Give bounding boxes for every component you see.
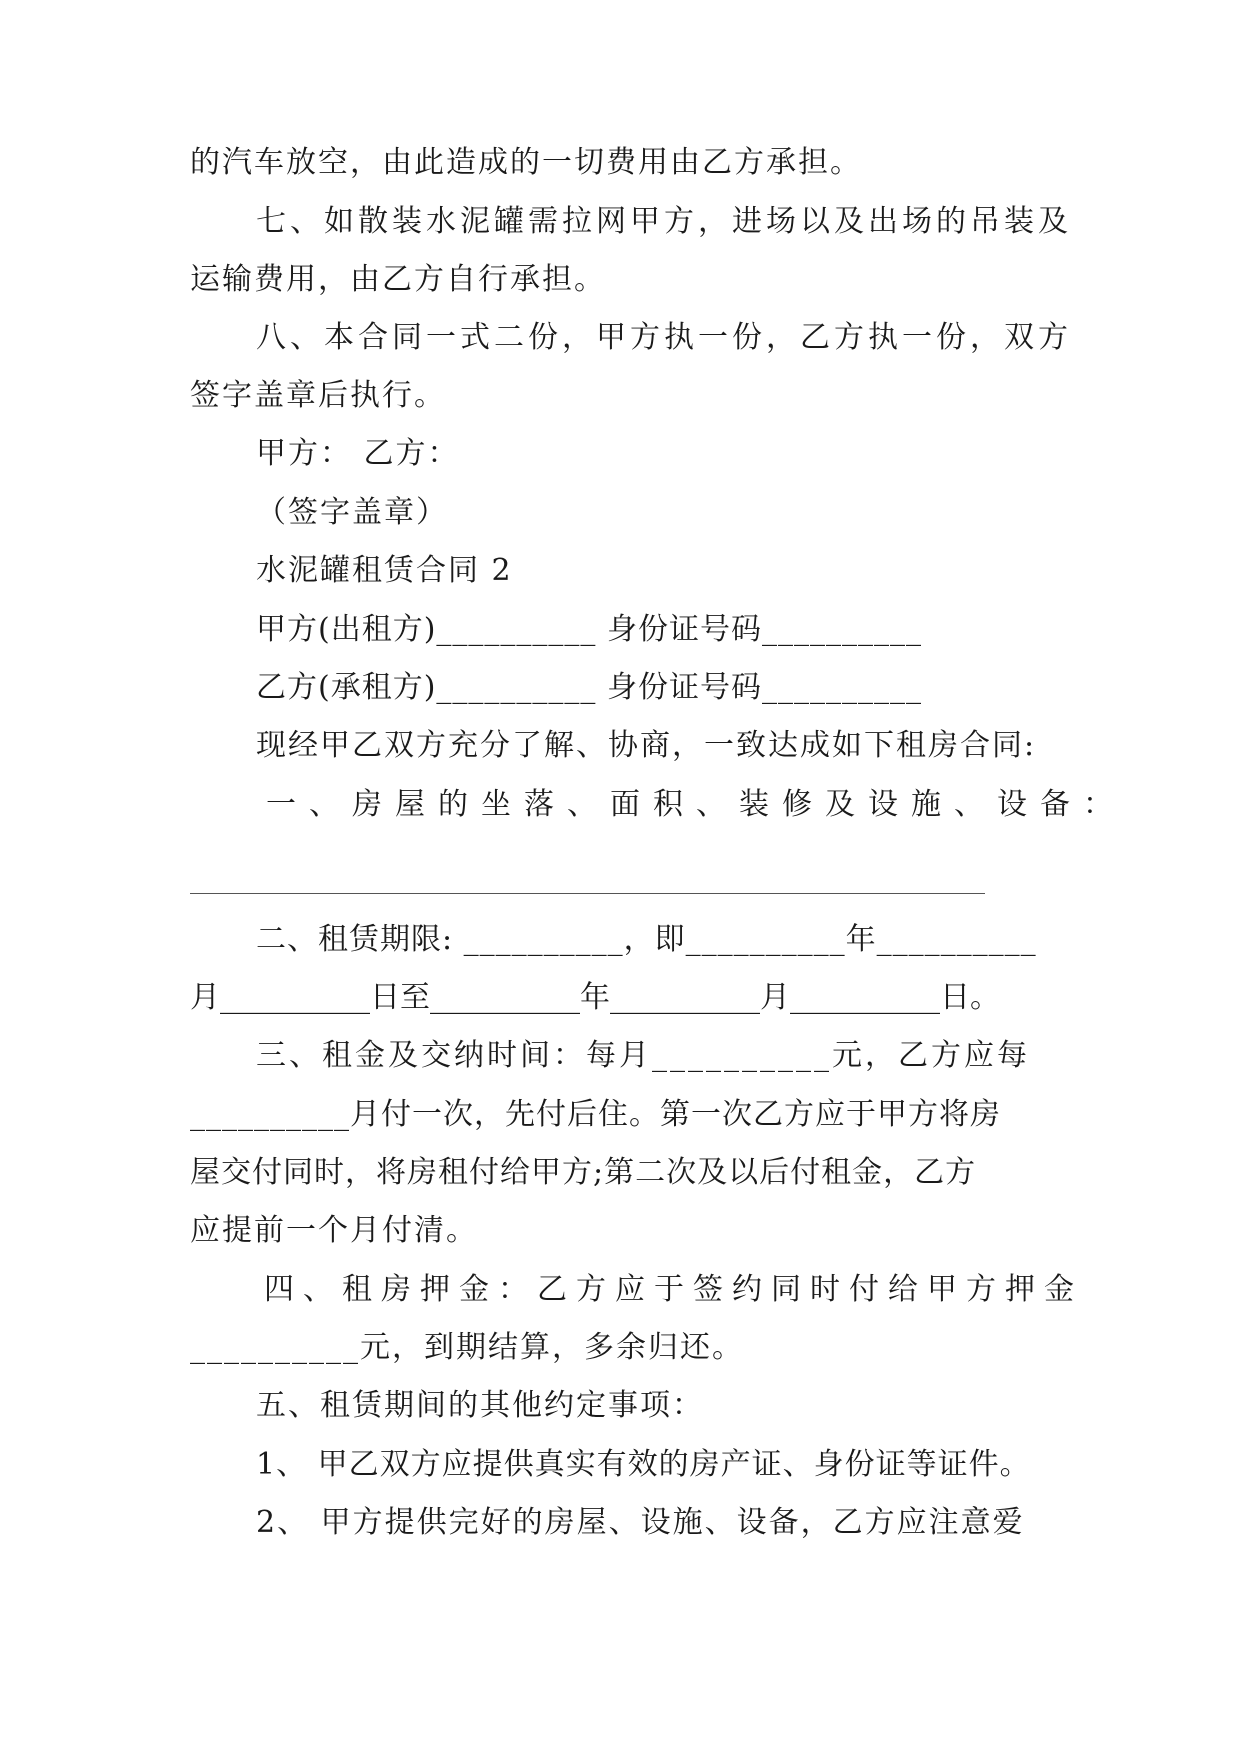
contract-title: 水泥罐租赁合同 2 <box>256 553 513 588</box>
clause-4-line-2: __________元，到期结算，多余归还。 <box>190 1330 744 1365</box>
text-line-3: 运输费用，由乙方自行承担。 <box>190 262 606 297</box>
clause-5-item-2: 2、 甲方提供完好的房屋、设施、设备，乙方应注意爱 <box>256 1505 1025 1540</box>
clause-2-line-1: 二、租赁期限: __________，即__________年__________ <box>256 922 1037 957</box>
lessee-line: 乙方(承租方)__________ 身份证号码__________ <box>256 670 922 705</box>
preamble-line: 现经甲乙双方充分了解、协商，一致达成如下租房合同: <box>256 728 1037 763</box>
clause-5-item-1: 1、 甲乙双方应提供真实有效的房产证、身份证等证件。 <box>256 1447 1031 1482</box>
text-line-5: 签字盖章后执行。 <box>190 378 446 413</box>
clause-3-line-3: 屋交付同时，将房租付给甲方;第二次及以后付租金，乙方 <box>190 1155 977 1190</box>
lessor-line: 甲方(出租方)__________ 身份证号码__________ <box>256 612 922 647</box>
text-line-1: 的汽车放空，由此造成的一切费用由乙方承担。 <box>190 145 862 180</box>
clause-3-line-2: __________月付一次，先付后住。第一次乙方应于甲方将房 <box>190 1097 1001 1132</box>
clause-1-heading: 一、房屋的坐落、面积、装修及设施、设备： <box>266 787 1126 822</box>
clause-3-line-4: 应提前一个月付清。 <box>190 1213 478 1248</box>
clause-2-line-2: 月__________日至__________年__________月__________日。 <box>190 980 1000 1015</box>
clause-3-line-1: 三、租金及交纳时间：每月__________元，乙方应每 <box>256 1038 1030 1073</box>
seal-note: （签字盖章） <box>256 495 448 530</box>
text-line-2: 七、如散装水泥罐需拉网甲方，进场以及出场的吊装及 <box>256 204 1072 239</box>
blank-fill-line <box>190 893 985 894</box>
clause-4-line-1: 四、租房押金：乙方应于签约同时付给甲方押金 <box>264 1272 1083 1307</box>
text-line-4: 八、本合同一式二份，甲方执一份，乙方执一份，双方 <box>256 320 1072 355</box>
clause-5-heading: 五、租赁期间的其他约定事项： <box>256 1388 704 1423</box>
signature-label-line: 甲方： 乙方： <box>256 436 460 471</box>
